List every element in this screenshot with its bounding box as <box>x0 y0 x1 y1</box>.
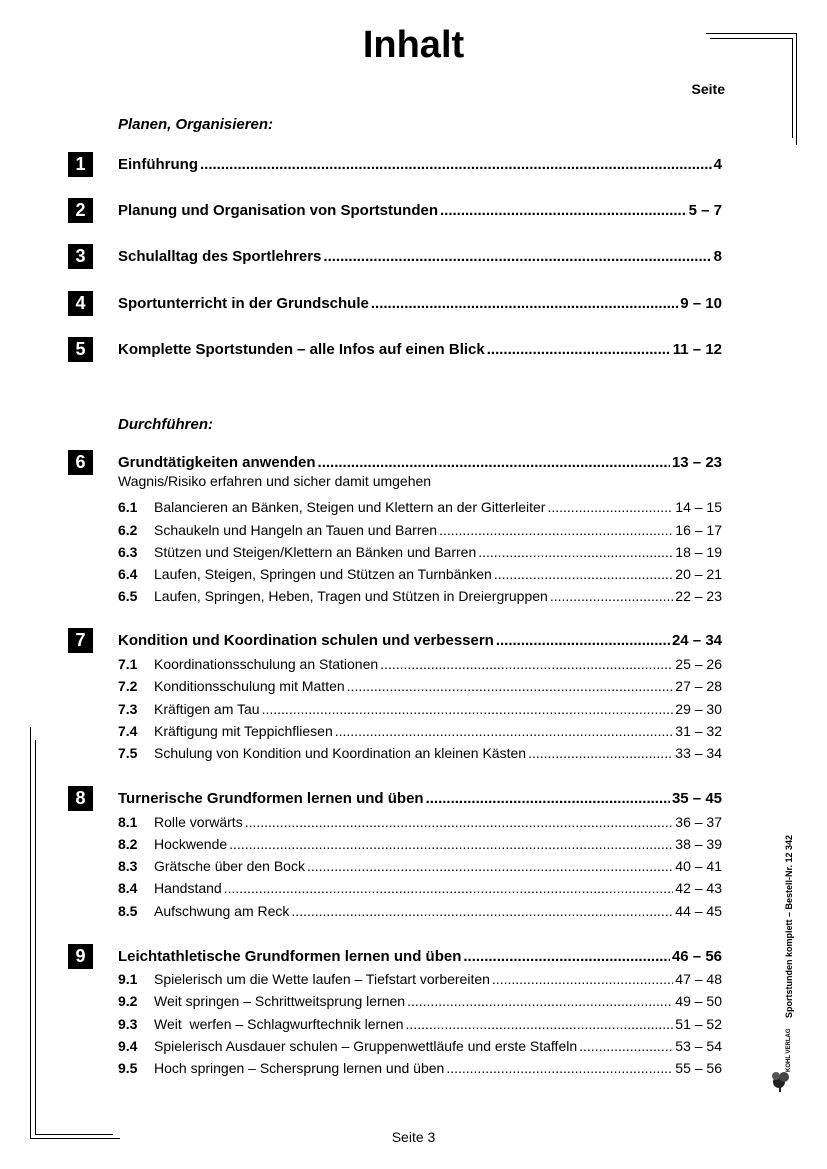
dot-leader <box>407 993 673 1009</box>
toc-entry-label: Weit werfen – Schlagwurftechnik lernen <box>154 1016 404 1032</box>
toc-entry-page: 49 – 50 <box>675 993 722 1009</box>
toc-entry-label: Schaukeln und Hangeln an Tauen und Barren <box>154 522 438 538</box>
dot-leader <box>323 248 711 265</box>
dot-leader <box>318 454 670 471</box>
page-title: Inhalt <box>362 24 465 66</box>
dot-leader <box>487 341 671 358</box>
toc-entry-6-3[interactable] <box>118 544 722 560</box>
toc-entry-page: 16 – 17 <box>675 522 722 538</box>
toc-entry-page: 55 – 56 <box>675 1060 722 1076</box>
toc-entry-8-5[interactable] <box>118 903 722 919</box>
toc-entry-page: 14 – 15 <box>675 499 722 515</box>
toc-entry-label: Planung und Organisation von Sportstunden <box>118 202 438 219</box>
chapter-number-box: 7 <box>68 628 93 653</box>
toc-entry-label: Stützen und Steigen/Klettern an Bänken und Barren <box>154 544 477 560</box>
toc-entry-6-5[interactable] <box>118 588 722 604</box>
toc-entry-page: 27 – 28 <box>675 678 722 694</box>
toc-entry-page: 9 – 10 <box>680 295 722 312</box>
toc-entry-page: 8 <box>713 248 722 265</box>
toc-entry-7-2[interactable] <box>118 678 722 694</box>
dot-leader <box>229 836 673 852</box>
toc-entry-chapter-9[interactable] <box>118 948 722 965</box>
toc-entry-page: 13 – 23 <box>671 454 722 471</box>
corner-line-left2 <box>35 740 36 1135</box>
toc-entry-label: Einführung <box>118 156 198 173</box>
section-heading-durchfuehren: Durchführen: <box>118 416 213 433</box>
toc-entry-label: Hoch springen – Schersprung lernen und üben <box>154 1060 445 1076</box>
page-column-label: Seite <box>691 81 725 97</box>
toc-entry-number: 9.3 <box>118 1016 138 1032</box>
dot-leader <box>291 903 673 919</box>
toc-entry-number: 9.5 <box>118 1060 138 1076</box>
toc-entry-label: Komplette Sportstunden – alle Infos auf einen Blick <box>118 341 485 358</box>
dot-leader <box>528 745 673 761</box>
dot-leader <box>446 1060 673 1076</box>
toc-entry-page: 25 – 26 <box>675 656 722 672</box>
toc-entry-number: 6.1 <box>118 499 138 515</box>
toc-entry-page: 38 – 39 <box>675 836 722 852</box>
toc-entry-number: 9.4 <box>118 1038 138 1054</box>
dot-leader <box>335 723 674 739</box>
toc-entry-label: Schulalltag des Sportlehrers <box>118 248 322 265</box>
chapter-number-box: 6 <box>68 450 93 475</box>
toc-entry-9-2[interactable] <box>118 993 722 1009</box>
toc-entry-page: 33 – 34 <box>675 745 722 761</box>
toc-entry-number: 8.3 <box>118 858 138 874</box>
dot-leader <box>494 566 673 582</box>
toc-entry-7-3[interactable] <box>118 701 722 717</box>
dot-leader <box>371 295 678 312</box>
toc-entry-label: Laufen, Springen, Heben, Tragen und Stützen in Dreiergruppen <box>154 588 548 604</box>
toc-entry-chapter-6[interactable] <box>118 454 722 471</box>
toc-entry-8-2[interactable] <box>118 836 722 852</box>
toc-entry-9-4[interactable] <box>118 1038 722 1054</box>
dot-leader <box>245 814 674 830</box>
toc-entry-page: 53 – 54 <box>675 1038 722 1054</box>
dot-leader <box>224 880 674 896</box>
toc-entry-page: 31 – 32 <box>675 723 722 739</box>
toc-entry-page: 24 – 34 <box>671 632 722 649</box>
dot-leader <box>550 588 673 604</box>
side-order-text: Sportstunden komplett – Bestell-Nr. 12 342 <box>784 834 794 1018</box>
chapter-number-box: 8 <box>68 786 93 811</box>
toc-entry-chapter-5[interactable] <box>118 341 722 358</box>
toc-entry-6-1[interactable] <box>118 499 722 515</box>
toc-entry-page: 18 – 19 <box>675 544 722 560</box>
dot-leader <box>478 544 673 560</box>
toc-entry-6-4[interactable] <box>118 566 722 582</box>
toc-entry-number: 7.1 <box>118 656 138 672</box>
toc-entry-label: Leichtathletische Grundformen lernen und üben <box>118 948 462 965</box>
toc-entry-label: Grätsche über den Bock <box>154 858 305 874</box>
dot-leader <box>439 522 673 538</box>
toc-entry-number: 8.4 <box>118 880 138 896</box>
toc-entry-page: 35 – 45 <box>671 790 722 807</box>
toc-entry-label: Spielerisch Ausdauer schulen – Gruppenwettläufe und erste Staffeln <box>154 1038 578 1054</box>
toc-entry-page: 20 – 21 <box>675 566 722 582</box>
toc-entry-page: 22 – 23 <box>675 588 722 604</box>
toc-entry-number: 6.3 <box>118 544 138 560</box>
toc-entry-chapter-8[interactable] <box>118 790 722 807</box>
toc-entry-number: 9.2 <box>118 993 138 1009</box>
dot-leader <box>200 156 712 173</box>
toc-entry-label: Balancieren an Bänken, Steigen und Klettern an der Gitterleiter <box>154 499 546 515</box>
toc-entry-chapter-7[interactable] <box>118 632 722 649</box>
toc-entry-page: 47 – 48 <box>675 971 722 987</box>
toc-entry-number: 8.5 <box>118 903 138 919</box>
toc-entry-label: Turnerische Grundformen lernen und üben <box>118 790 424 807</box>
toc-entry-page: 42 – 43 <box>675 880 722 896</box>
dot-leader <box>547 499 673 515</box>
toc-entry-page: 5 – 7 <box>688 202 722 219</box>
toc-entry-number: 7.4 <box>118 723 138 739</box>
toc-entry-9-1[interactable] <box>118 971 722 987</box>
corner-line-left <box>30 727 31 1139</box>
dot-leader <box>262 701 674 717</box>
toc-entry-label: Spielerisch um die Wette laufen – Tiefstart vorbereiten <box>154 971 490 987</box>
toc-entry-number: 7.5 <box>118 745 138 761</box>
toc-entry-label: Kondition und Koordination schulen und verbessern <box>118 632 494 649</box>
toc-entry-label: Schulung von Kondition und Koordination an kleinen Kästen <box>154 745 527 761</box>
chapter-number-box: 4 <box>68 291 93 316</box>
toc-entry-label: Aufschwung am Reck <box>154 903 290 919</box>
toc-entry-number: 8.2 <box>118 836 138 852</box>
toc-entry-page: 44 – 45 <box>675 903 722 919</box>
toc-entry-label: Grundtätigkeiten anwenden <box>118 454 316 471</box>
toc-entry-label: Kräftigung mit Teppichfliesen <box>154 723 333 739</box>
toc-entry-page: 40 – 41 <box>675 858 722 874</box>
toc-entry-number: 6.4 <box>118 566 138 582</box>
page-footer: Seite 3 <box>391 1129 436 1145</box>
toc-entry-number: 8.1 <box>118 814 138 830</box>
toc-entry-page: 11 – 12 <box>672 341 722 358</box>
dot-leader <box>406 1016 674 1032</box>
toc-entry-label: Handstand <box>154 880 222 896</box>
toc-entry-number: 7.3 <box>118 701 138 717</box>
toc-entry-number: 7.2 <box>118 678 138 694</box>
dot-leader <box>579 1038 673 1054</box>
toc-entry-page: 4 <box>713 156 722 173</box>
toc-entry-label: Kräftigen am Tau <box>154 701 260 717</box>
toc-entry-label: Laufen, Steigen, Springen und Stützen an Turnbänken <box>154 566 492 582</box>
chapter-number-box: 3 <box>68 244 93 269</box>
dot-leader <box>463 948 670 965</box>
toc-entry-chapter-1[interactable] <box>118 156 722 173</box>
toc-entry-6-2[interactable] <box>118 522 722 538</box>
toc-entry-label: Sportunterricht in der Grundschule <box>118 295 369 312</box>
chapter-subtitle: Wagnis/Risiko erfahren und sicher damit umgehen <box>118 473 432 489</box>
chapter-number-box: 5 <box>68 337 93 362</box>
toc-entry-7-5[interactable] <box>118 745 722 761</box>
toc-entry-8-4[interactable] <box>118 880 722 896</box>
dot-leader <box>492 971 673 987</box>
dot-leader <box>380 656 673 672</box>
toc-entry-8-1[interactable] <box>118 814 722 830</box>
dot-leader <box>496 632 670 649</box>
toc-entry-page: 46 – 56 <box>671 948 722 965</box>
toc-entry-label: Koordinationsschulung an Stationen <box>154 656 379 672</box>
chapter-number-box: 9 <box>68 944 93 969</box>
toc-entry-number: 6.2 <box>118 522 138 538</box>
toc-entry-chapter-4[interactable] <box>118 295 722 312</box>
toc-entry-9-5[interactable] <box>118 1060 722 1076</box>
toc-entry-page: 29 – 30 <box>675 701 722 717</box>
toc-entry-7-4[interactable] <box>118 723 722 739</box>
dot-leader <box>440 202 687 219</box>
toc-entry-7-1[interactable] <box>118 656 722 672</box>
toc-entry-label: Rolle vorwärts <box>154 814 243 830</box>
toc-entry-9-3[interactable] <box>118 1016 722 1032</box>
toc-entry-page: 36 – 37 <box>675 814 722 830</box>
publisher-logo <box>770 1030 794 1094</box>
side-order-info <box>784 835 794 1018</box>
toc-entry-label: Hockwende <box>154 836 228 852</box>
toc-entry-label: Weit springen – Schrittweitsprung lernen <box>154 993 406 1009</box>
chapter-number-box: 1 <box>68 152 93 177</box>
dot-leader <box>426 790 670 807</box>
toc-entry-page: 51 – 52 <box>675 1016 722 1032</box>
dot-leader <box>347 678 674 694</box>
chapter-number-box: 2 <box>68 198 93 223</box>
toc-entry-8-3[interactable] <box>118 858 722 874</box>
toc-entry-chapter-2[interactable] <box>118 202 722 219</box>
publisher-name: KOHL VERLAG <box>786 1028 792 1072</box>
toc-entry-number: 6.5 <box>118 588 138 604</box>
section-heading-planen: Planen, Organisieren: <box>118 116 274 133</box>
dot-leader <box>307 858 673 874</box>
toc-entry-chapter-3[interactable] <box>118 248 722 265</box>
toc-entry-label: Konditionsschulung mit Matten <box>154 678 345 694</box>
toc-entry-number: 9.1 <box>118 971 138 987</box>
